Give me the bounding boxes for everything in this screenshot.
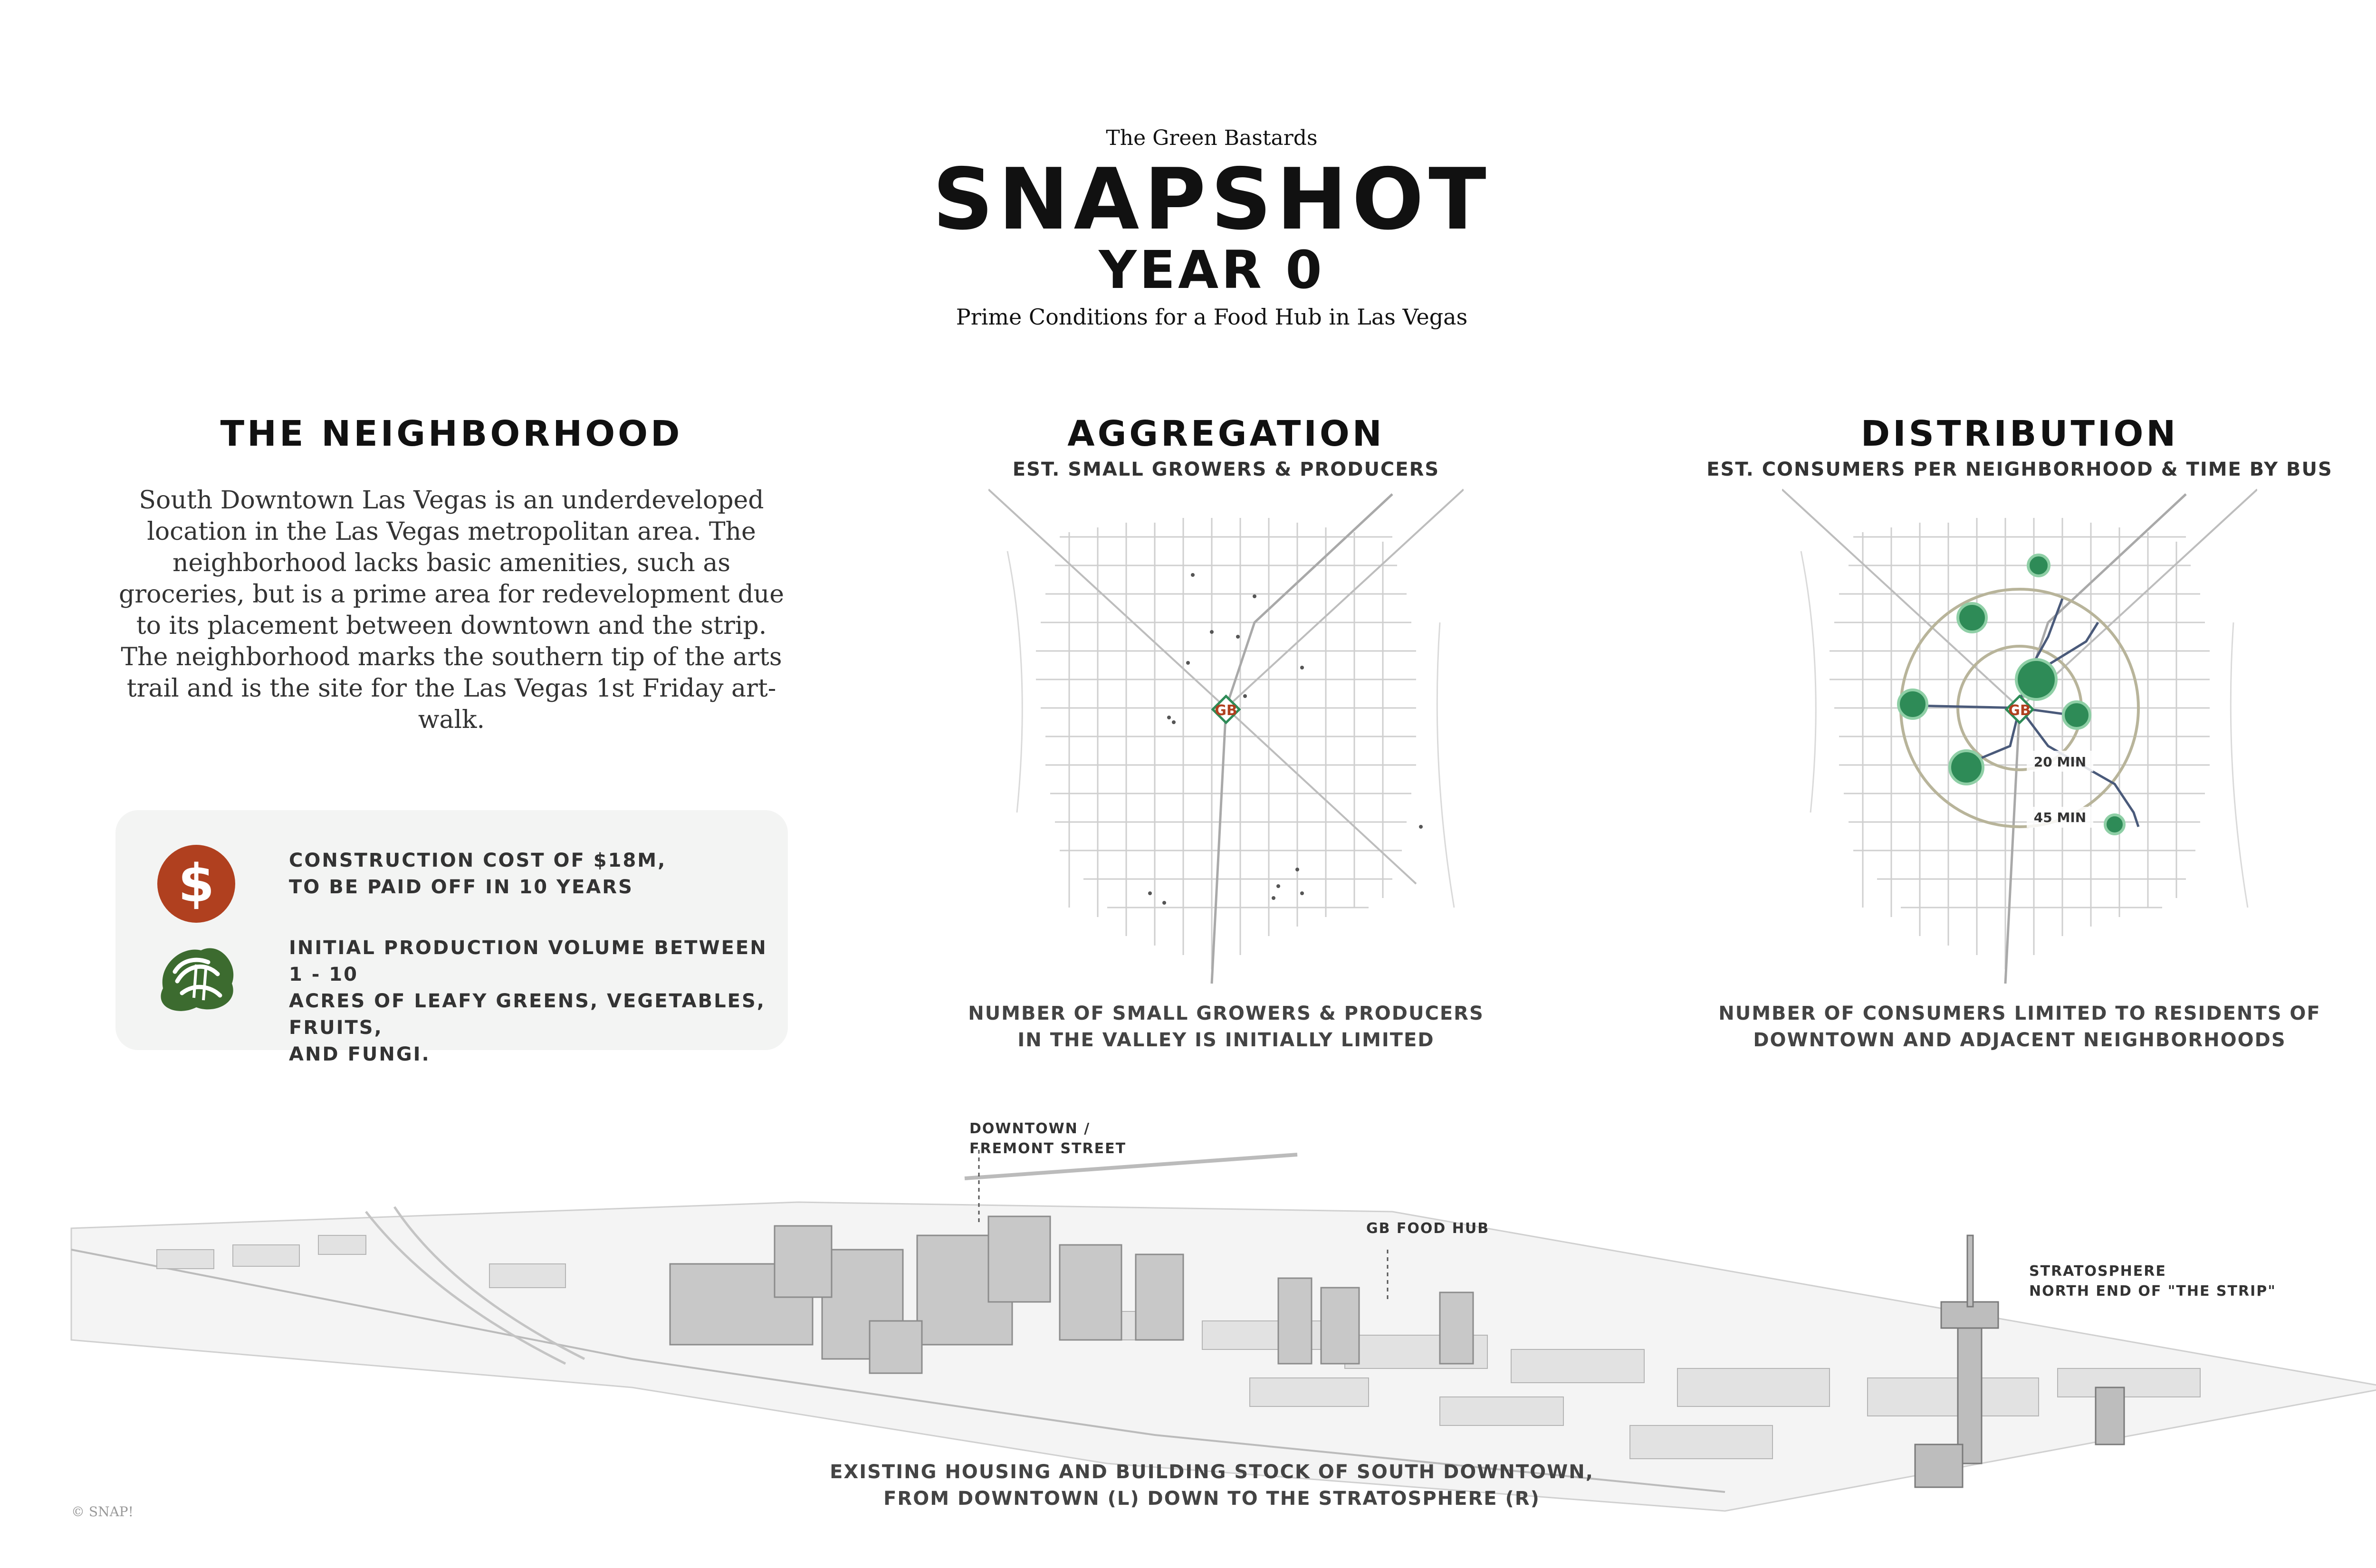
aggregation-subtitle: EST. SMALL GROWERS & PRODUCERS [1012,459,1440,480]
dollar-icon [156,843,237,924]
facts-panel [115,810,788,1065]
page-subtitle: YEAR 0 [1099,239,1325,300]
distribution-caption: NUMBER OF CONSUMERS LIMITED TO RESIDENTS OF DOWNTOWN AND ADJACENT NEIGHBORHOODS [1718,1003,2321,1051]
street-grid [1782,489,2257,984]
svg-text:$: $ [178,853,215,914]
fact-construction-cost: CONSTRUCTION COST OF $18M, TO BE PAID OFF IN 10 YEARS [289,850,667,898]
distribution-title: DISTRIBUTION [1860,413,2179,454]
ring-45-label: 45 MIN [2033,810,2087,825]
aggregation-map [988,480,1464,988]
neighborhood-description: South Downtown Las Vegas is an underdeveloped location in the Las Vegas metropolitan area. The neighborhood lacks basic amenities, such as groceries, but is a prime area for redevelopment due to its placement between downtown and the strip. The neighborhood marks the southern tip of the arts trail and is the site for the Las Vegas 1st Friday art-walk. [118,486,785,734]
label-food-hub: GB FOOD HUB [1366,1220,1490,1237]
neighborhood-title: THE NEIGHBORHOOD [220,413,683,454]
distribution-map [1782,480,2257,988]
kicker: The Green Bastards [1106,126,1318,150]
street-grid [988,489,1464,984]
aggregation-title: AGGREGATION [1067,413,1385,454]
label-stratosphere: STRATOSPHERE NORTH END OF "THE STRIP" [2029,1263,2276,1300]
panorama-caption: EXISTING HOUSING AND BUILDING STOCK OF SOUTH DOWNTOWN, FROM DOWNTOWN (L) DOWN TO THE STRATOSPHERE (R) [830,1461,1594,1510]
svg-text:GB: GB [2008,702,2031,719]
distribution-subtitle: EST. CONSUMERS PER NEIGHBORHOOD & TIME BY BUS [1706,459,2333,480]
svg-text:GB: GB [1215,702,1237,719]
fact-production-volume: INITIAL PRODUCTION VOLUME BETWEEN 1 - 10 ACRES OF LEAFY GREENS, VEGETABLES, FRUITS, AND FUNGI. [289,937,767,1065]
label-downtown: DOWNTOWN / FREMONT STREET [969,1120,1127,1157]
tagline: Prime Conditions for a Food Hub in Las Vegas [956,304,1468,330]
copyright: © SNAP! [71,1504,134,1520]
aggregation-caption: NUMBER OF SMALL GROWERS & PRODUCERS IN THE VALLEY IS INITIALLY LIMITED [968,1003,1484,1051]
leaf-wreath-icon [149,936,244,1017]
page-title: SNAPSHOT [932,150,1491,249]
ring-20-label: 20 MIN [2033,754,2087,770]
